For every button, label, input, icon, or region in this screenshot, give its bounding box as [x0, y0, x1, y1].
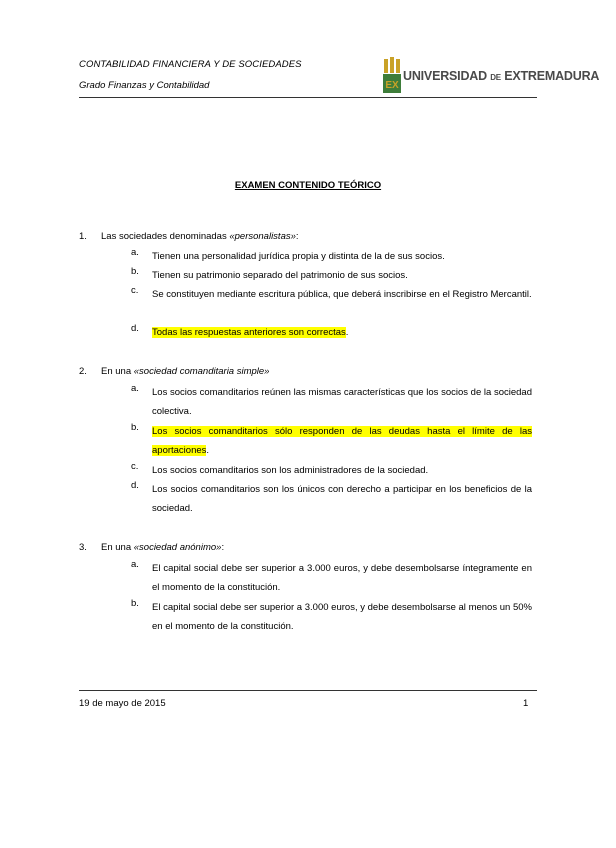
university-crest-icon [383, 57, 401, 93]
page-number: 1 [523, 698, 529, 709]
degree-title: Grado Finanzas y Contabilidad [79, 80, 210, 91]
correct-answer-highlight: Los socios comanditarios sólo responden de las deudas hasta el límite de las aportaciones [152, 426, 532, 456]
question-text: En una «sociedad anónimo»: [101, 542, 225, 553]
question-text: En una «sociedad comanditaria simple» [101, 366, 270, 377]
question-number: 2. [79, 366, 87, 377]
question-number: 1. [79, 231, 87, 242]
course-title: CONTABILIDAD FINANCIERA Y DE SOCIEDADES [79, 59, 302, 70]
university-name: UNIVERSIDAD DE EXTREMADURA [403, 69, 600, 83]
question-text: Las sociedades denominadas «personalistas»: [101, 231, 299, 242]
footer-divider [79, 690, 537, 691]
question-number: 3. [79, 542, 87, 553]
logo-letters: EX [385, 80, 399, 91]
correct-answer-highlight: Todas las respuestas anteriores son correctas [152, 327, 346, 338]
header-divider [79, 97, 537, 98]
university-logo [383, 57, 600, 93]
exam-title: EXAMEN CONTENIDO TEÓRICO [234, 180, 382, 191]
footer-date: 19 de mayo de 2015 [79, 698, 166, 709]
